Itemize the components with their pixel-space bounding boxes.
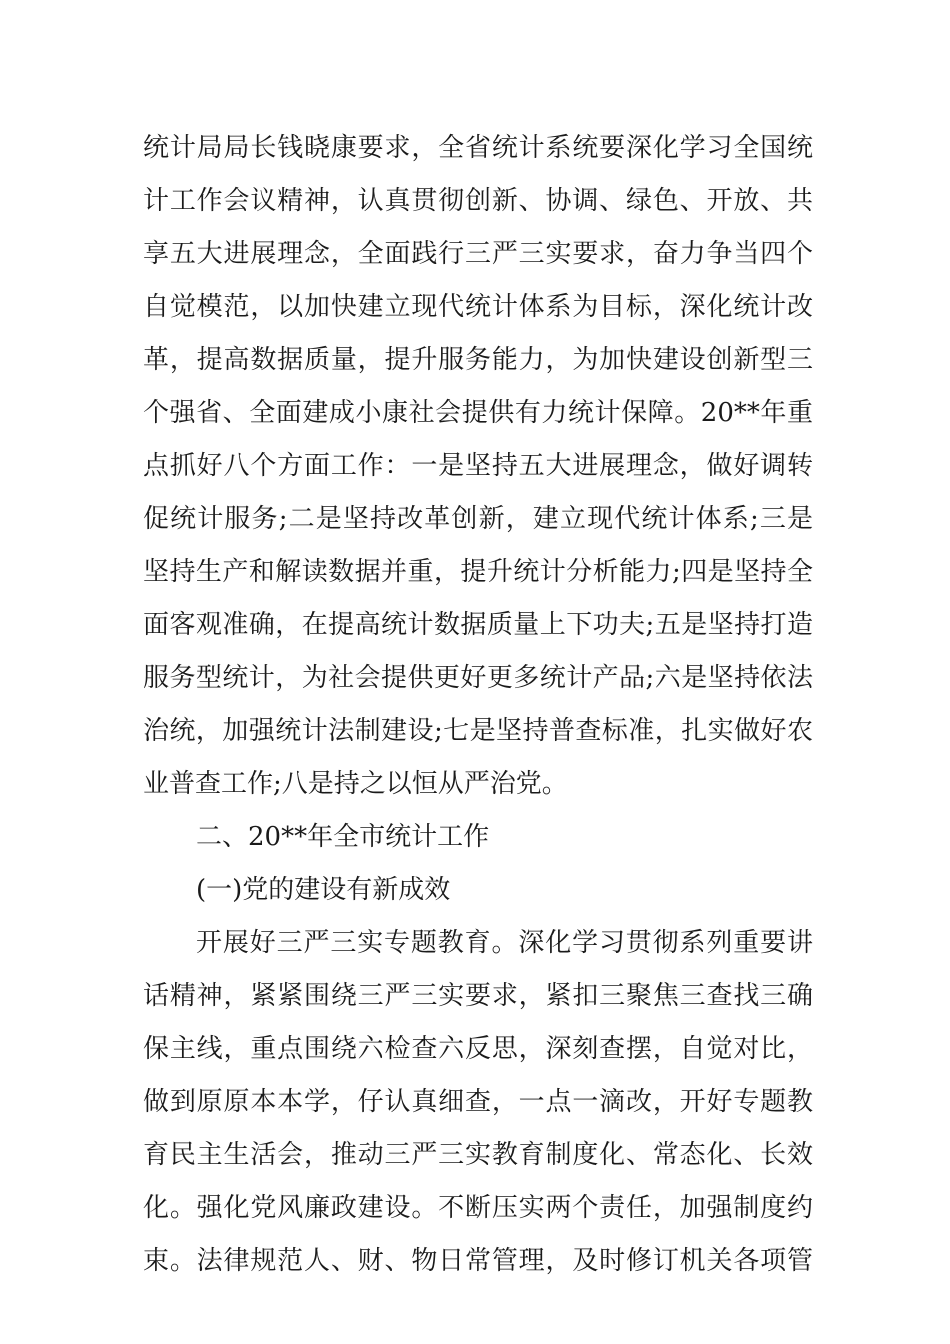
body-text-line: 享五大进展理念，全面践行三严三实要求，奋力争当四个 [143, 239, 813, 269]
body-text-line: 化。强化党风廉政建设。不断压实两个责任，加强制度约 [143, 1193, 813, 1223]
body-text-line: 面客观准确，在提高统计数据质量上下功夫;五是坚持打造 [143, 610, 813, 640]
section-heading: 二、20**年全市统计工作 [196, 822, 490, 852]
body-text-line: 保主线，重点围绕六检查六反思，深刻查摆，自觉对比， [143, 1034, 813, 1064]
body-text-line: 开展好三严三实专题教育。深化学习贯彻系列重要讲 [196, 928, 813, 958]
body-text-line: 坚持生产和解读数据并重，提升统计分析能力;四是坚持全 [143, 557, 813, 587]
body-text-line: 治统，加强统计法制建设;七是坚持普查标准，扎实做好农 [143, 716, 813, 746]
subsection-heading: (一)党的建设有新成效 [196, 875, 451, 905]
body-text-line: 做到原原本本学，仔认真细查，一点一滴改，开好专题教 [143, 1087, 813, 1117]
body-text-line: 服务型统计，为社会提供更好更多统计产品;六是坚持依法 [143, 663, 813, 693]
body-text-line: 个强省、全面建成小康社会提供有力统计保障。20**年重 [143, 398, 813, 428]
body-text-line: 计工作会议精神，认真贯彻创新、协调、绿色、开放、共 [143, 186, 813, 216]
body-text-line: 束。法律规范人、财、物日常管理，及时修订机关各项管 [143, 1246, 813, 1276]
body-text-line: 点抓好八个方面工作：一是坚持五大进展理念，做好调转 [143, 451, 813, 481]
body-text-line: 业普查工作;八是持之以恒从严治党。 [143, 769, 568, 799]
body-text-line: 促统计服务;二是坚持改革创新，建立现代统计体系;三是 [143, 504, 813, 534]
body-text-line: 革，提高数据质量，提升服务能力，为加快建设创新型三 [143, 345, 813, 375]
body-text-line: 育民主生活会，推动三严三实教育制度化、常态化、长效 [143, 1140, 813, 1170]
body-text-line: 自觉模范，以加快建立现代统计体系为目标，深化统计改 [143, 292, 813, 322]
body-text-line: 统计局局长钱晓康要求，全省统计系统要深化学习全国统 [143, 133, 813, 163]
body-text-line: 话精神，紧紧围绕三严三实要求，紧扣三聚焦三查找三确 [143, 981, 813, 1011]
